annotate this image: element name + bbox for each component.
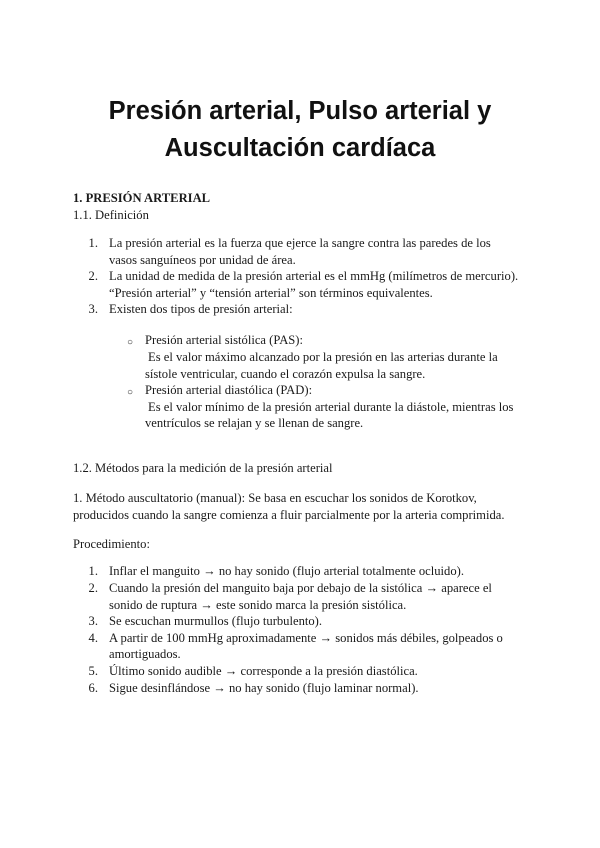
definition-subheading: 1.1. Definición bbox=[73, 208, 149, 222]
bullet-circle-icon: ○ bbox=[127, 387, 134, 398]
step-line: Inflar el manguito → no hay sonido (flujo arterial totalmente ocluido). bbox=[109, 564, 464, 578]
section-heading: 1. PRESIÓN ARTERIAL bbox=[73, 191, 211, 205]
method-line: 1. Método auscultatorio (manual): Se basa en escuchar los sonidos de Korotkov, bbox=[73, 491, 477, 505]
title-line-2: Auscultación cardíaca bbox=[164, 134, 436, 162]
pressure-type-line: ventrículos se relajan y se llenan de sangre. bbox=[145, 416, 364, 430]
step-line: sonido de ruptura → este sonido marca la presión sistólica. bbox=[109, 598, 407, 612]
step-number: 2. bbox=[88, 581, 98, 595]
step-line: A partir de 100 mmHg aproximadamente → sonidos más débiles, golpeados o bbox=[109, 631, 503, 645]
item-number: 2. bbox=[88, 269, 98, 283]
step-number: 1. bbox=[88, 564, 98, 578]
pressure-type-line: Es el valor máximo alcanzado por la presión en las arterias durante la bbox=[148, 350, 498, 364]
item-number: 3. bbox=[88, 302, 98, 316]
pressure-type-line: Es el valor mínimo de la presión arterial durante la diástole, mientras los bbox=[148, 400, 514, 414]
step-number: 5. bbox=[88, 664, 98, 678]
page-title bbox=[60, 93, 540, 167]
item-line: La unidad de medida de la presión arterial es el mmHg (milímetros de mercurio). bbox=[109, 269, 519, 283]
pressure-type-line: sístole ventricular, cuando el corazón expulsa la sangre. bbox=[145, 367, 426, 381]
step-line: Sigue desinflándose → no hay sonido (flujo laminar normal). bbox=[109, 681, 419, 695]
method-line: producidos cuando la sangre comienza a fluir parcialmente por la arteria comprimida. bbox=[73, 508, 505, 522]
item-line: Existen dos tipos de presión arterial: bbox=[109, 302, 293, 316]
item-line: La presión arterial es la fuerza que ejerce la sangre contra las paredes de los bbox=[109, 236, 491, 250]
procedure-label: Procedimiento: bbox=[73, 537, 150, 551]
step-line: Se escuchan murmullos (flujo turbulento). bbox=[109, 614, 322, 628]
item-number: 1. bbox=[88, 236, 98, 250]
item-line: “Presión arterial” y “tensión arterial” son términos equivalentes. bbox=[109, 286, 433, 300]
item-line: vasos sanguíneos por unidad de área. bbox=[109, 253, 296, 267]
pressure-type-label: Presión arterial diastólica (PAD): bbox=[145, 383, 313, 397]
step-number: 4. bbox=[88, 631, 98, 645]
title-line-1: Presión arterial, Pulso arterial y bbox=[108, 97, 492, 125]
pressure-type-label: Presión arterial sistólica (PAS): bbox=[145, 333, 303, 347]
methods-subheading: 1.2. Métodos para la medición de la presión arterial bbox=[73, 461, 333, 475]
step-line: amortiguados. bbox=[109, 647, 181, 661]
step-number: 3. bbox=[88, 614, 98, 628]
step-line: Último sonido audible → corresponde a la presión diastólica. bbox=[109, 664, 418, 678]
step-number: 6. bbox=[88, 681, 98, 695]
bullet-circle-icon: ○ bbox=[127, 337, 134, 348]
step-line: Cuando la presión del manguito baja por debajo de la sistólica → aparece el bbox=[109, 581, 492, 595]
